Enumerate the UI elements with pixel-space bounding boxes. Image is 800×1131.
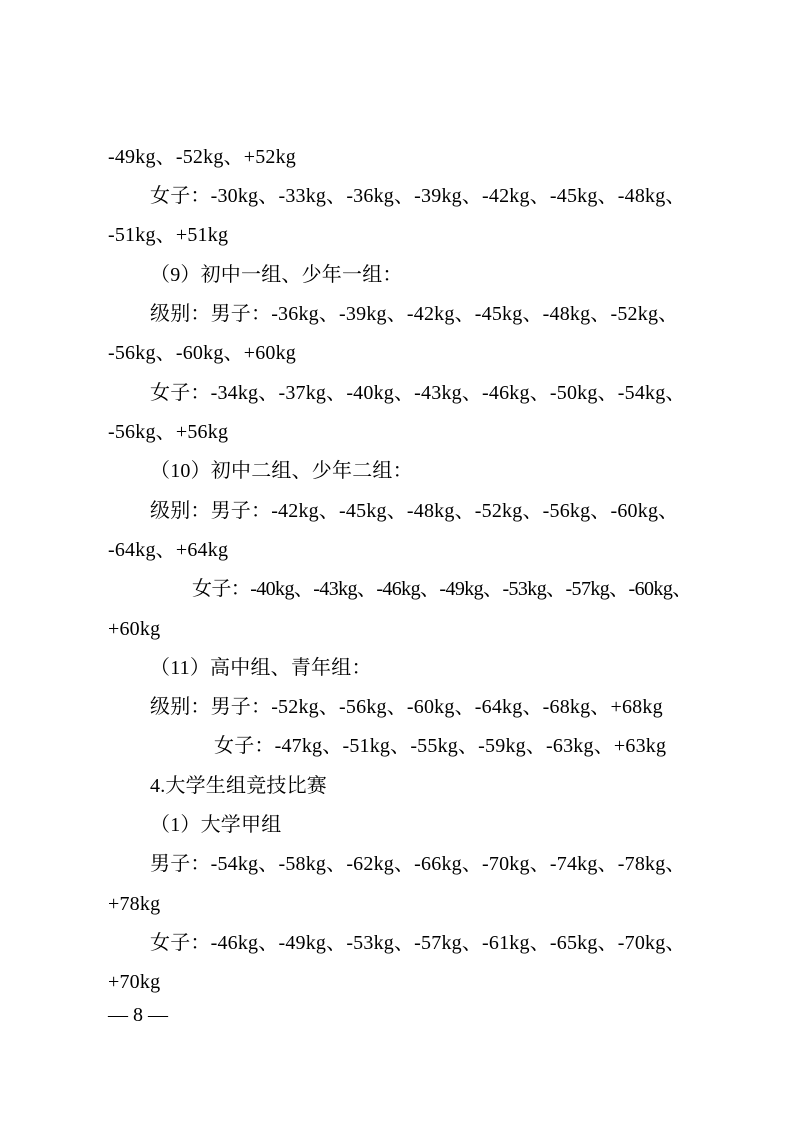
section-heading: （11）高中组、青年组： (150, 657, 372, 679)
section-heading: 4.大学生组竞技比赛 (150, 775, 327, 797)
text-line: -56kg、-60kg、+60kg (108, 342, 296, 364)
text-line: 女子：-47kg、-51kg、-55kg、-59kg、-63kg、+63kg (214, 735, 667, 757)
text-line: 男子：-54kg、-58kg、-62kg、-66kg、-70kg、-74kg、-78kg、 (150, 853, 686, 875)
text-line: +78kg (108, 893, 161, 915)
text-line: -49kg、-52kg、+52kg (108, 146, 296, 168)
page-number: — 8 — (108, 1004, 168, 1026)
text-line: -51kg、+51kg (108, 224, 229, 246)
text-line: 女子：-40kg、-43kg、-46kg、-49kg、-53kg、-57kg、-60kg、 (192, 578, 692, 600)
section-heading: （10）初中二组、少年二组： (150, 460, 413, 482)
section-heading: （1）大学甲组 (150, 814, 282, 836)
text-line: 级别：男子：-42kg、-45kg、-48kg、-52kg、-56kg、-60kg、 (150, 500, 679, 522)
text-line: 级别：男子：-52kg、-56kg、-60kg、-64kg、-68kg、+68kg (150, 696, 663, 718)
text-line: 女子：-46kg、-49kg、-53kg、-57kg、-61kg、-65kg、-70kg、 (150, 932, 686, 954)
section-heading: （9）初中一组、少年一组： (150, 264, 403, 286)
text-line: +70kg (108, 971, 161, 993)
text-line: 女子：-30kg、-33kg、-36kg、-39kg、-42kg、-45kg、-48kg、 (150, 185, 686, 207)
text-line: 级别：男子：-36kg、-39kg、-42kg、-45kg、-48kg、-52kg、 (150, 303, 679, 325)
text-line: +60kg (108, 618, 161, 640)
text-line: -64kg、+64kg (108, 539, 229, 561)
text-line: 女子：-34kg、-37kg、-40kg、-43kg、-46kg、-50kg、-54kg、 (150, 382, 686, 404)
text-line: -56kg、+56kg (108, 421, 229, 443)
